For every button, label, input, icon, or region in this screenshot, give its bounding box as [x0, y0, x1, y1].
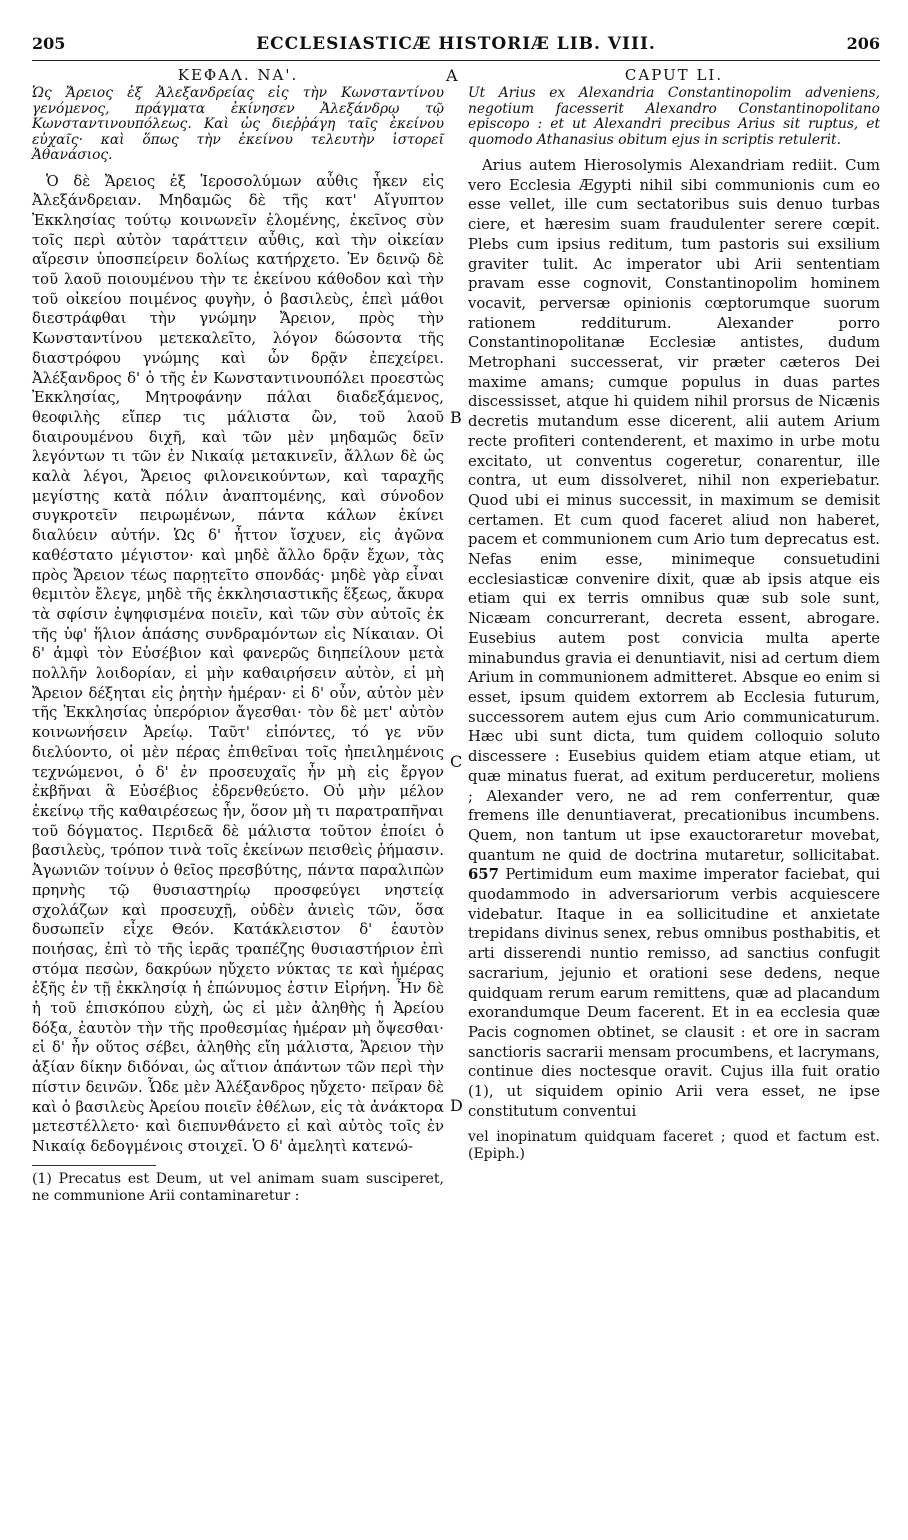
latin-chapter-heading: CAPUT LI.	[624, 66, 724, 84]
greek-chapter-summary: Ὡς Ἄρειος ἐξ Ἀλεξανδρείας εἰς τὴν Κωνσταντίνου γενόμενος, πράγματα ἐκίνησεν Ἀλεξάνδρῳ τῷ Κωνσταντινουπόλεως. Καὶ ὡς διεῤῥάγη ταῖς ἐκείνου εὐχαῖς· καὶ ὅπως τὴν ἐκείνου τελευτὴν ἱστορεῖ Ἀθανάσιος.	[32, 85, 444, 163]
page-number-left: 205	[32, 34, 66, 53]
footnote-divider	[32, 1165, 156, 1166]
latin-body-text	[468, 156, 880, 1121]
greek-body-text: Ὁ δὲ Ἄρειος ἐξ Ἱεροσολύμων αὖθις ἧκεν εἰς Ἀλεξάνδρειαν. Μηδαμῶς δὲ τῆς κατ' Αἴγυπτον Ἐκκλησίας τούτῳ κοινωνεῖν ἑλομένης, ἐκεῖνος σὺν τοῖς περὶ αὐτὸν ταράττειν αὖθις, καὶ τὴν οἰκείαν αἵρεσιν ὑποσπείρειν δολίως κατήρχετο. Ἐν δεινῷ δὲ τοῦ λαοῦ ποιουμένου τὴν τε ἐκείνου κάθοδον καὶ τὴν τοῦ οἰκείου ποιμένος φυγὴν, ὁ βασιλεὺς, ἐπεὶ μάθοι διεστράφθαι τὴν γνώμην Ἄρειον, πρὸς τὴν Κωνσταντίνου μετεκαλεῖτο, λόγον δώσοντα τῆς διαστρόφου γνώμης καὶ ὧν δρᾷν ἐπεχείρει. Ἀλέξανδρος δ' ὁ τῆς ἐν Κωνσταντινουπόλει προεστὼς Ἐκκλησίας, Μητροφάνην πάλαι διαδεξάμενος, θεοφιλὴς εἴπερ τις μάλιστα ὢν, τοῦ λαοῦ διαιρουμένου διχῆ, καὶ τῶν μὲν μηδαμῶς δεῖν λεγόντων τι τῶν ἐν Νικαίᾳ μετακινεῖν, ἄλλων δὲ ὡς καλὰ λέγοι, Ἄρειος φιλονεικούντων, καὶ ταραχῆς μεγίστης κατὰ πόλιν ἀναπτομένης, καὶ σύνοδον συγκροτεῖν πειρωμένων, πάντα κάλων ἐκίνει διαλύειν αὐτήν. Ὡς δ' ἧττον ἴσχυεν, εἰς ἀγῶνα καθέστατο μέγιστον· καὶ μηδὲ ἄλλο δρᾷν ἔχων, τὰς πρὸς Ἄρειον τέως παρῃτεῖτο σπονδάς· μηδὲ γὰρ εἶναι θεμιτὸν ἔλεγε, μηδὲ τῆς ἐκκλησιαστικῆς ἕξεως, ἄκυρα τὰ σφίσιν ἐψηφισμένα ποιεῖν, καὶ τῶν σὺν αὐτοῖς ἐκ τῆς ὑφ' ἥλιον ἁπάσης συνδραμόντων εἰς Νίκαιαν. Οἱ δ' ἀμφὶ τὸν Εὐσέβιον καὶ φανερῶς διηπείλουν μετὰ πολλῆν λοιδορίαν, εἰ μὴν καθαιρήσειν αὐτὸν, εἰ μὴ Ἄρειον δέξηται εἰς ῥητὴν ἡμέραν· εἰ δ' οὖν, αὐτὸν μὲν τῆς Ἐκκλησίας ὑπερόριον ἄγεσθαι· τὸν δὲ μετ' αὐτὸν κοινωνήσειν Ἀρείῳ. Ταῦτ' εἰπόντες, τό γε νῦν διελύοντο, οἱ μὲν πέρας ἐπιθεῖναι τοῖς ἠπειλημένοις τεχνώμενοι, ὁ δ' ἐν προσευχαῖς ἦν μὴ εἰς ἔργον ἐκβῆναι ἃ Εὐσέβιος ἐδρενθεύετο. Οὐ μὴν μέλον ἐκείνῳ τῆς καθαιρέσεως ἦν, ὅσον μὴ τι παρατραπῆναι τοῦ δόγματος. Περιδεᾶ δὲ μάλιστα τοῦτον ἐποίει ὁ βασιλεὺς, τρόπον τινὰ τοῖς ἐκείνων πεισθεὶς ῥήμασιν. Ἀγωνιῶν τοίνυν ὁ θεῖος πρεσβύτης, πάντα παραλιπὼν πρηνὴς τῷ θυσιαστηρίῳ προσφεύγει νηστείᾳ σχολάζων καὶ προσευχῇ, οὐδὲν ἀνιεὶς τῶν, ὅσα δυσωπεῖν εἶχε Θεόν. Κατάκλειστον δ' ἑαυτὸν ποιήσας, ἐπὶ τὸ τῆς ἱερᾶς τραπέζης θυσιαστήριον ἐπὶ στόμα πεσὼν, δακρύων ηὔχετο νύκτας τε καὶ ἡμέρας ἑξῆς ἐν τῇ ἐκκλησίᾳ ἡ ἐπώνυμος ἐστιν Εἰρήνη. Ἦν δὲ ἡ τοῦ ἐπισκόπου εὐχὴ, ὡς εἰ μὲν ἀληθὴς ἡ Ἀρείου δόξα, ἑαυτὸν τὴν τῆς προθεσμίας ἡμέραν μὴ ὄψεσθαι· εἰ δ' ἦν οὕτος σέβει, ἀληθὴς εἴη μάλιστα, Ἄρειον τὴν ἀξίαν δίκην διδόναι, ὡς αἴτιον ἁπάντων τῶν περὶ τὴν πίστιν δεινῶν. Ὧδε μὲν Ἀλέξανδρος ηὔχετο· πεῖραν δὲ καὶ ὁ βασιλεὺς Ἀρείου ποιεῖν ἐθέλων, εἰς τὰ ἀνάκτορα μετεστέλλετο· καὶ διεπυνθάνετο εἰ καὶ αὐτὸς τοῖς ἐν Νικαίᾳ δεδογμένοις στοιχεῖ. Ὁ δ' ἀμελητὶ κατενώ-	[32, 172, 444, 1155]
latin-text-part-2: Pertimidum eum maxime imperator faciebat, qui quodammodo in adversariorum verbis acquiescere videbatur. Itaque in ea sollicitudine et anxietate trepidans divinus senex, rebus omnibus posthabitis, et arti disserendi nuntio remisso, ad sanctius confugit sacrarium, jejunio et orationi sese dedens, neque quidquam rerum earum remittens, quæ ad placandum exorandumque Deum facerent. Et in ea ecclesia quæ Pacis cognomen obtinet, se clausit : et ore in sacram sanctioris sacrarii mensam procumbens, et lacrymans, continue dies noctesque oravit. Cujus illa fuit oratio (1), ut siquidem opinio Arii vera esset, ne ipse constitutum conventui	[468, 866, 880, 1120]
latin-chapter-summary: Ut Arius ex Alexandria Constantinopolim adveniens, negotium facesserit Alexandro Constantinopolitano episcopo : et ut Alexandri precibus Arius sit ruptus, et quomodo Athanasius obitum ejus in scriptis retulerit.	[468, 85, 880, 148]
latin-footnote: vel inopinatum quidquam faceret ; quod et factum est. (Epiph.)	[468, 1129, 880, 1163]
greek-column	[32, 66, 444, 1205]
column-number: 657	[468, 866, 499, 884]
section-letter-d: D	[450, 1096, 463, 1115]
page-number-right: 206	[846, 34, 880, 53]
running-title: ECCLESIASTICÆ HISTORIÆ LIB. VIII.	[256, 34, 656, 54]
greek-chapter-heading: ΚΕΦΑΛ. ΝΑ'.	[177, 66, 299, 84]
section-letter-b: B	[450, 408, 462, 427]
running-header	[32, 34, 880, 61]
greek-footnote: (1) Precatus est Deum, ut vel animam suam susciperet, ne communione Arii contaminaretur :	[32, 1170, 444, 1204]
section-letter-a: A	[446, 66, 458, 85]
latin-column	[468, 66, 880, 1163]
section-letter-c: C	[450, 752, 463, 771]
latin-text-part-1: Arius autem Hierosolymis Alexandriam rediit. Cum vero Ecclesia Ægypti nihil sibi communionis cum eo esse vellet, ille cum sectatoribus suis denuo turbas ciere, et hæresim suam fraudulenter serere cœpit. Plebs cum ipsius reditum, tum pastoris sui exsilium graviter tulit. Ac imperator ubi Arii sententiam pravam esse cognovit, Constantinopolim hominem vocavit, perversæ opinionis cœptorumque suorum rationem redditurum. Alexander porro Constantinopolitanæ Ecclesiæ antistes, dudum Metrophani successerat, vir præter cæteros Dei maxime amans; cumque populus in duas partes discessisset, atque hi quidem nihil prorsus de Nicænis decretis mutandum esse dicerent, alii autem Arium recte profiteri contenderent, et maximo in urbe motu excitato, ut conventus cogeretur, conarentur, ille contra, ut eum dissolveret, nihil non experiebatur. Quod ubi ei minus successit, in maximum se demisit certamen. Et cum quod faceret aliud non haberet, pacem et communionem cum Ario tum deprecatus est. Nefas enim esse, minimeque consuetudini ecclesiasticæ convenire dixit, quæ ab ipsis atque eis etiam qui ex terris omnibus quæ sub sole sunt, Nicæam concurrerant, decreta essent, abrogare. Eusebius autem post convicia multa aperte minabundus gravia ei denuntiavit, nisi ad certum diem Arium in communionem admitteret. Absque eo enim si esset, ipsum quidem extorrem ab Ecclesia futurum, successorem autem ejus cum Ario communicaturum. Hæc ubi sunt dicta, tum quidem colloquio soluto discessere : Eusebius quidem etiam atque etiam, ut quæ minatus fuerat, ad exitum perduceretur, moliens ; Alexander vero, ne ad rem conferrentur, quæ fremens ille denuntiaverat, precationibus incumbens. Quem, non tantum ut ipse exauctoraretur movebat, quantum ne quid de doctrina mutaretur, sollicitabat.	[468, 157, 880, 864]
